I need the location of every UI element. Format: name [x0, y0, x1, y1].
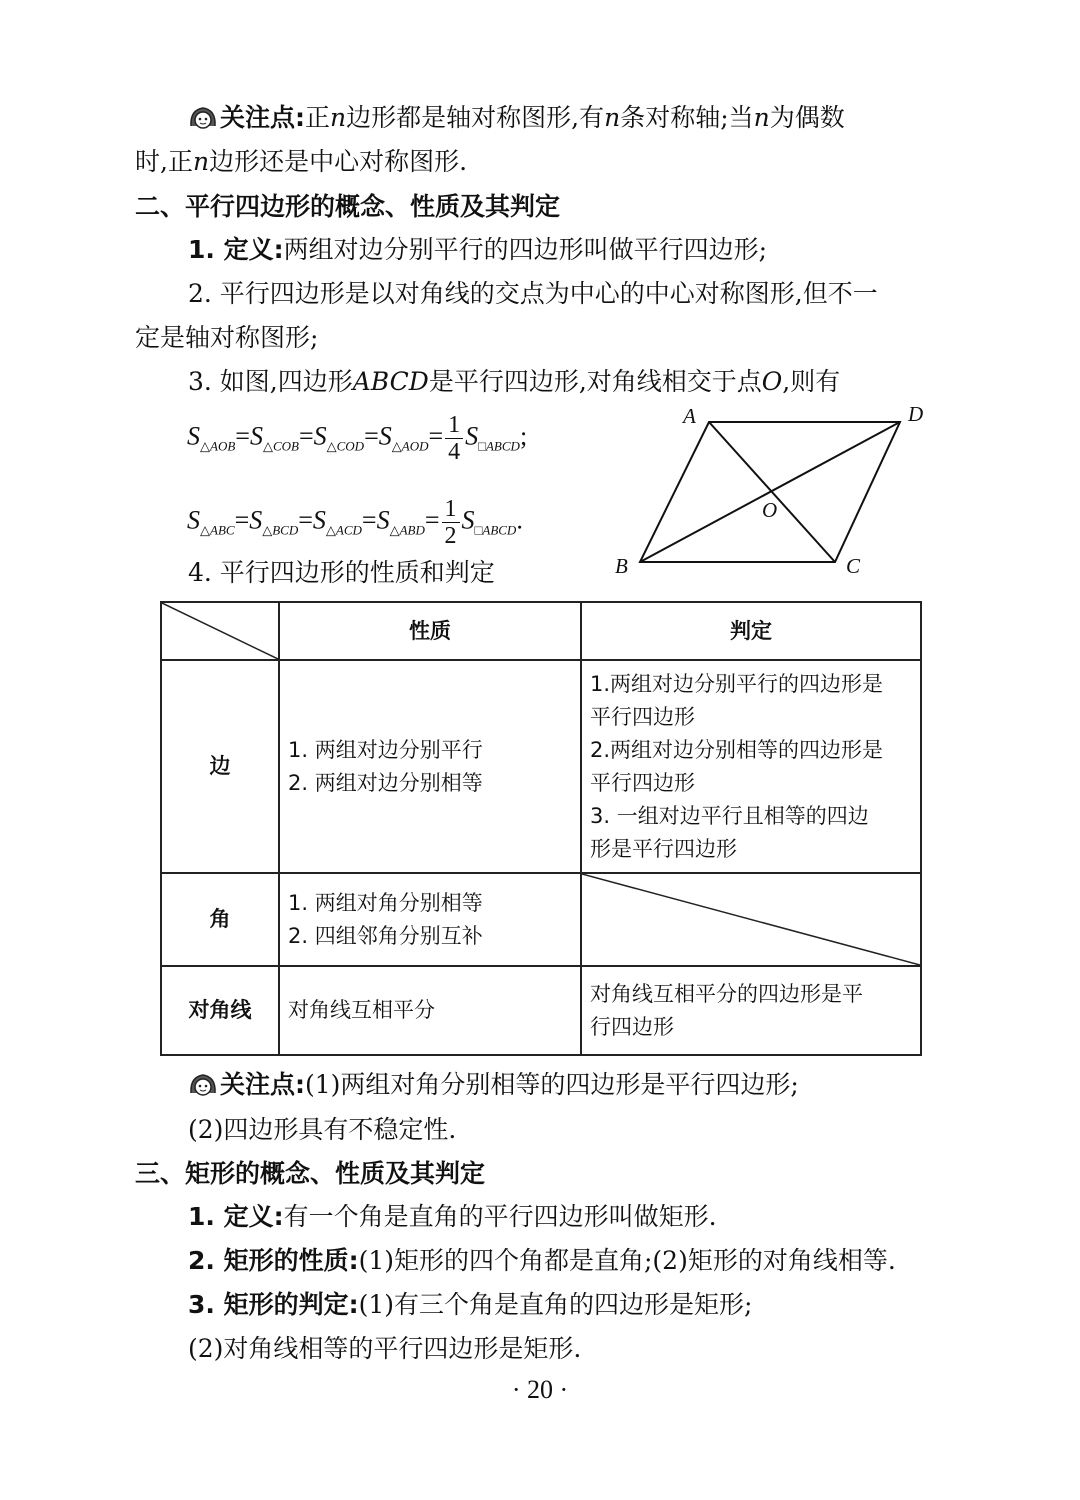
note1-text: 边形都是轴对称图形,有 — [346, 103, 605, 132]
item-text: (1)矩形的四个角都是直角;(2)矩形的对角线相等. — [358, 1246, 896, 1275]
section2-item4: 4. 平行四边形的性质和判定 — [188, 558, 495, 587]
page-number: · 20 · — [511, 1375, 569, 1404]
var-n: n — [192, 147, 210, 176]
note2-line2: (2)四边形具有不稳定性. — [188, 1115, 457, 1144]
row-header-side: 边 — [161, 660, 279, 873]
item-text: 是平行四边形,对角线相交于点 — [428, 367, 762, 396]
var-n: n — [330, 103, 347, 132]
item-label: 3. 矩形的判定: — [188, 1290, 359, 1319]
item-text: 有一个角是直角的平行四边形叫做矩形. — [283, 1202, 717, 1231]
parallelogram-figure — [610, 398, 940, 588]
mascot-icon — [188, 1071, 218, 1097]
note1-line2 — [0, 145, 1080, 179]
quad-name: ABCD — [352, 367, 429, 396]
column-header-judgment: 判定 — [581, 602, 921, 660]
section2-item3 — [0, 365, 1080, 399]
item-text: 两组对边分别平行的四边形叫做平行四边形; — [283, 235, 768, 264]
note1-text: 时,正 — [135, 147, 193, 176]
judgment-cell-empty — [581, 873, 921, 966]
section2-item2-line2: 定是轴对称图形; — [135, 323, 319, 352]
section2-item1 — [0, 233, 1080, 267]
note1-line1 — [0, 101, 1080, 135]
item-label: 1. 定义: — [188, 235, 284, 264]
judgment-cell: 1.两组对边分别平行的四边形是 平行四边形 2.两组对边分别相等的四边形是 平行四边形 3. 一组对边平行且相等的四边 形是平行四边形 — [581, 660, 921, 873]
var-n: n — [604, 103, 621, 132]
note2-line1 — [0, 1068, 1080, 1102]
note1-text: 为偶数 — [769, 103, 845, 132]
area-formula-2: $S_{\triangle ABC}=S_{\triangle BCD}=S_{\triangle ACD}=S_{\triangle ABD}=$ $\frac{1}{2}$ $S_{□ABCD}$. — [187, 496, 523, 549]
note1-text: 边形还是中心对称图形. — [209, 147, 468, 176]
point-a-label: A — [683, 404, 696, 428]
fraction: $\frac{1}{2}$ — [442, 496, 460, 549]
column-header-property: 性质 — [279, 602, 581, 660]
property-cell: 1. 两组对边分别平行 2. 两组对边分别相等 — [279, 660, 581, 873]
point-o-label: O — [762, 498, 778, 522]
note1-label: 关注点: — [220, 103, 305, 132]
table-corner-cell — [161, 602, 279, 660]
section3-item3-line2: (2)对角线相等的平行四边形是矩形. — [188, 1334, 582, 1363]
var-n: n — [753, 103, 770, 132]
table-row — [161, 966, 921, 1055]
point-b-label: B — [615, 554, 628, 578]
fraction: $\frac{1}{4}$ — [445, 412, 463, 465]
note1-text: 条对称轴;当 — [620, 103, 754, 132]
table-row — [161, 873, 921, 966]
section3-item1 — [0, 1200, 1080, 1234]
section3-heading: 三、矩形的概念、性质及其判定 — [135, 1159, 486, 1188]
point-c-label: C — [846, 554, 861, 578]
note2-label: 关注点: — [220, 1070, 305, 1099]
area-formula-1: $S_{\triangle AOB}=S_{\triangle COB}=S_{\triangle COD}=S_{\triangle AOD}=$ $\frac{1}{4}$ $S_{□ABCD}$; — [187, 412, 528, 465]
properties-table — [160, 601, 922, 1056]
property-cell: 1. 两组对角分别相等 2. 四组邻角分别互补 — [279, 873, 581, 966]
note1-text: 正 — [305, 103, 331, 132]
note2-text: (1)两组对角分别相等的四边形是平行四边形; — [305, 1070, 799, 1099]
property-cell: 对角线互相平分 — [279, 966, 581, 1055]
item-label: 1. 定义: — [188, 1202, 284, 1231]
section3-item3 — [0, 1288, 1080, 1322]
judgment-cell: 对角线互相平分的四边形是平 行四边形 — [581, 966, 921, 1055]
row-header-diagonal: 对角线 — [161, 966, 279, 1055]
item-text: 3. 如图,四边形 — [188, 367, 353, 396]
section2-item2-line1: 2. 平行四边形是以对角线的交点为中心的中心对称图形,但不一 — [188, 279, 878, 308]
row-header-angle: 角 — [161, 873, 279, 966]
item-text: ,则有 — [782, 367, 841, 396]
table-row — [161, 660, 921, 873]
mascot-icon — [188, 104, 218, 130]
point-d-label: D — [908, 402, 924, 426]
item-label: 2. 矩形的性质: — [188, 1246, 359, 1275]
section3-item2 — [0, 1244, 1080, 1278]
item-text: (1)有三个角是直角的四边形是矩形; — [358, 1290, 753, 1319]
section2-heading: 二、平行四边形的概念、性质及其判定 — [135, 192, 561, 221]
point-o: O — [761, 367, 783, 396]
